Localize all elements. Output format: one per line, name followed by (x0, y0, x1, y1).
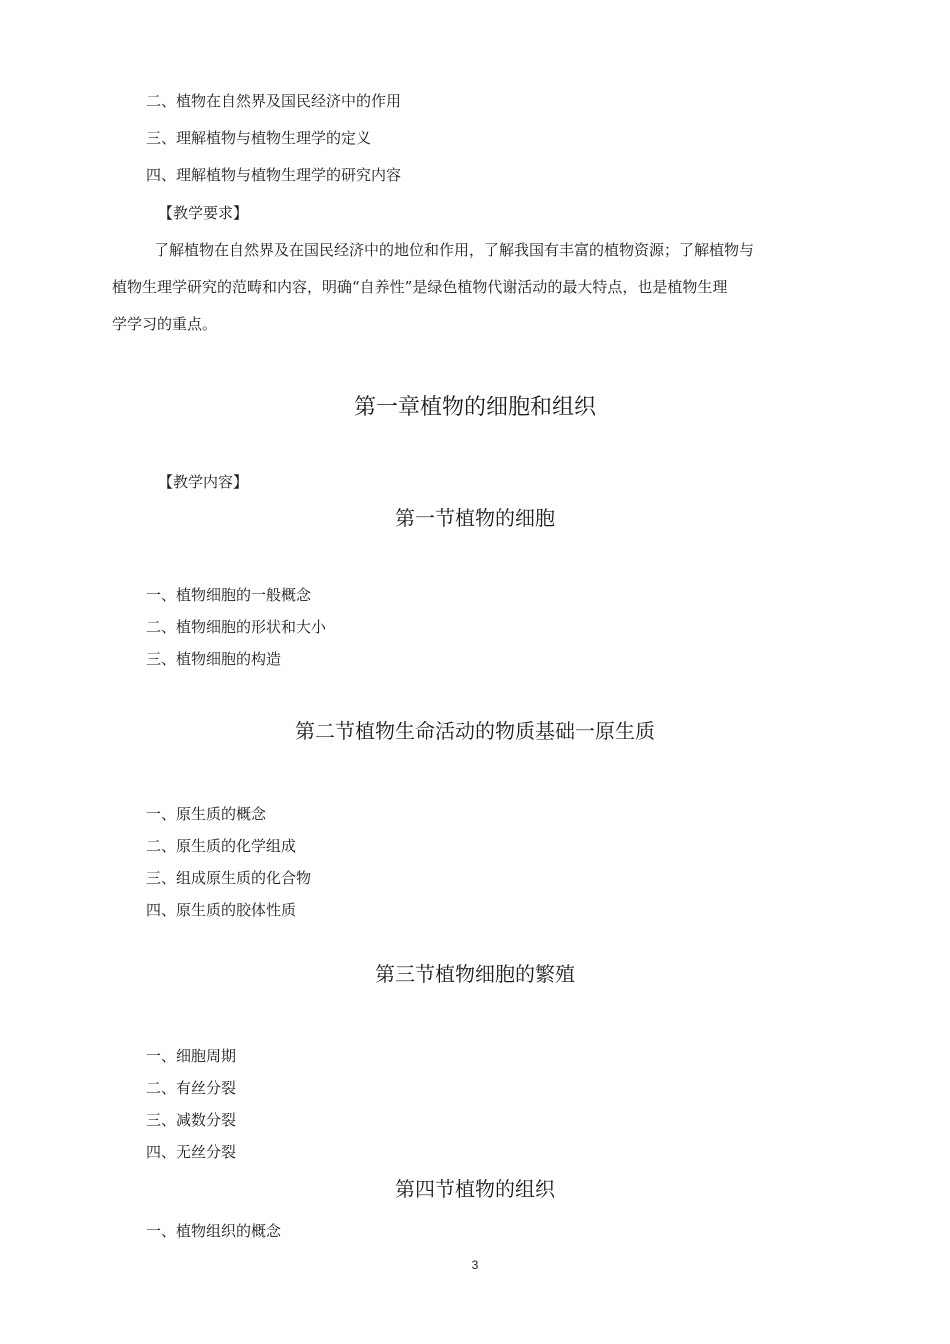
teaching-requirements-line-1: 了解植物在自然界及在国民经济中的地位和作用，了解我国有丰富的植物资源；了解植物与 (154, 241, 755, 259)
intro-item-3: 三、理解植物与植物生理学的定义 (146, 129, 372, 147)
intro-item-4: 四、理解植物与植物生理学的研究内容 (146, 166, 402, 184)
section-title-1: 第一节植物的细胞 (395, 506, 555, 530)
section-3-item-2: 二、有丝分裂 (146, 1079, 237, 1097)
chapter-title: 第一章植物的细胞和组织 (353, 395, 596, 420)
teaching-content-heading: 【教学内容】 (158, 473, 249, 491)
section-title-2: 第二节植物生命活动的物质基础一原生质 (295, 719, 655, 743)
teaching-requirements-line-3: 学学习的重点。 (112, 315, 218, 333)
section-title-3: 第三节植物细胞的繁殖 (375, 962, 575, 986)
section-title-4: 第四节植物的组织 (395, 1177, 555, 1201)
section-1-item-2: 二、植物细胞的形状和大小 (146, 618, 327, 636)
section-2-item-1: 一、原生质的概念 (146, 805, 267, 823)
section-4-item-1: 一、植物组织的概念 (146, 1222, 282, 1240)
section-2-item-3: 三、组成原生质的化合物 (146, 869, 312, 887)
section-3-item-3: 三、减数分裂 (146, 1111, 237, 1129)
intro-item-2: 二、植物在自然界及国民经济中的作用 (146, 92, 402, 110)
section-3-item-1: 一、细胞周期 (146, 1047, 237, 1065)
teaching-requirements-heading: 【教学要求】 (158, 204, 249, 222)
page-number: 3 (471, 1258, 479, 1272)
section-2-item-2: 二、原生质的化学组成 (146, 837, 297, 855)
section-1-item-1: 一、植物细胞的一般概念 (146, 586, 312, 604)
section-2-item-4: 四、原生质的胶体性质 (146, 901, 297, 919)
section-1-item-3: 三、植物细胞的构造 (146, 650, 282, 668)
teaching-requirements-line-2: 植物生理学研究的范畴和内容，明确“自养性”是绿色植物代谢活动的最大特点，也是植物生理 (112, 278, 728, 296)
section-3-item-4: 四、无丝分裂 (146, 1143, 237, 1161)
